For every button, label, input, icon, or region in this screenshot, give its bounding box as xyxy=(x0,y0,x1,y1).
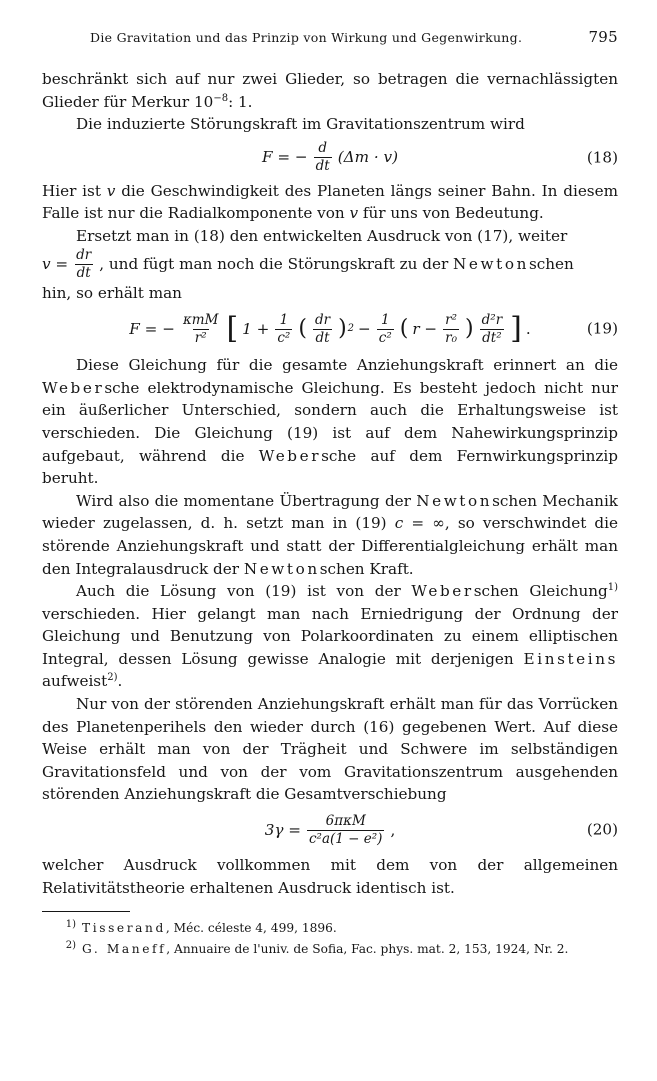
paragraph-10: Nur von der störenden Anziehungskraft erhält man für das Vorrücken des Planetenperihels den wieder durch (16) gegebenen Wert. Auf diese Weise erhält man von der Trägheit und Schwere im selbständigen Gravitationsfeld und von der vom Gravitationszentrum ausgehenden störenden Anziehungskraft die Gesamtverschiebung xyxy=(42,695,618,804)
paragraph-7: Diese Gleichung für die gesamte Anziehungskraft erinnert an die Webersche elektrodynamische Gleichung. Es besteht jedoch nicht nur ein äußerlicher Unterschied, sondern auch die Erhaltungsweise ist verschieden. Die Gleichung (19) ist auf dem Nahewirkungsprinzip aufgebaut, während die Webersche auf dem Fernwirkungsprinzip beruht. xyxy=(42,356,618,488)
footnote-ref-2: 2) xyxy=(107,672,118,684)
paragraph-9: Auch die Lösung von (19) ist von der Weberschen Gleichung$^{1)}$ verschieden. Hier gelangt man nach Erniedrigung der Ordnung der Gleichung und Benutzung von Polarkoordinaten zu einem elliptischen Integral, dessen Lösung gewisse Analogie mit derjenigen Einsteins aufweist$^{2)}$. xyxy=(42,582,618,691)
equation-number-19: (19) xyxy=(586,319,618,338)
footnote-author: Tisserand xyxy=(82,921,166,936)
var-v: v xyxy=(349,204,359,223)
left-paren: ( xyxy=(399,316,409,342)
left-bracket: [ xyxy=(226,311,239,347)
running-title: Die Gravitation und das Prinzip von Wirkung und Gegenwirkung. xyxy=(90,30,523,45)
eq18-rhs: (Δm · v) xyxy=(337,148,399,167)
text-span: die Geschwindigkeit des Planeten längs seiner Bahn. In diesem Falle ist nur die Radialkomponente von xyxy=(42,181,618,223)
name-newton: Newton xyxy=(453,255,529,274)
equation-18-body xyxy=(262,141,398,174)
name-weber: Weber xyxy=(42,378,105,397)
eq20-fraction: $\frac{\text{6πκM}}{\text{c²a(1 − e²)}}$ xyxy=(309,812,383,847)
v-def-den: dt xyxy=(76,265,91,282)
paragraph-1 xyxy=(42,68,618,113)
eq19-deriv-2: $\frac{\text{d²r}}{\text{dt²}}$ xyxy=(481,311,503,346)
equation-19 xyxy=(42,304,618,354)
equation-number-18: (18) xyxy=(586,148,618,167)
right-paren: ) xyxy=(465,316,474,342)
paragraph-4: Ersetzt man in (18) den entwickelten Ausdruck von (17), weiter xyxy=(76,226,568,245)
equation-20-body: 3γ = $\frac{\text{6πκM}}{\text{c²a(1 − e²)}}$ , xyxy=(264,812,396,847)
footnote-ref-1: 1) xyxy=(607,582,618,594)
v-definition xyxy=(42,248,95,281)
paragraph-8: Wird also die momentane Übertragung der Newtonschen Mechanik wieder zugelassen, d. h. setzt man in (19) c = ∞, so verschwindet die störende Anziehungskraft und statt der Differentialgleichung erhält man den Integralausdruck der Newtonschen Kraft. xyxy=(42,491,618,578)
eq19-frac-1: $\frac{1}{\text{c²}}$ xyxy=(277,311,291,346)
paragraph-2: Die induzierte Störungskraft im Gravitationszentrum wird xyxy=(76,115,525,134)
v-def-num: dr xyxy=(76,247,92,264)
v-def-lhs: v = xyxy=(42,255,69,274)
equation-20 xyxy=(42,806,618,854)
var-v: v xyxy=(106,181,116,200)
name-newton: Newton xyxy=(243,559,320,578)
eq19-minus: − xyxy=(358,319,371,338)
eq18-frac-den: dt xyxy=(315,158,330,175)
document-page xyxy=(42,28,618,960)
page-number: 795 xyxy=(588,28,618,46)
equation-19-body: F = − $\frac{\text{κmM}}{\text{r²}}$ [ 1 + $\frac{1}{\text{c²}}$ ( $\frac{dr}{dt}$ ) 2 − $\frac{1}{\text{c²}}$ ( r − $\frac{\text{r²}}{\text{r₀}}$ ) $\frac{\text{d²r}}{\text{dt²}}$ ] . xyxy=(129,311,531,347)
footnote-author: G. Manеff xyxy=(82,942,167,957)
eq19-prefactor: $\frac{\text{κmM}}{\text{r²}}$ xyxy=(182,311,219,346)
eq18-frac-num: d xyxy=(318,140,327,157)
name-weber: Weber xyxy=(258,446,322,465)
text-span: , und fügt man noch die Störungskraft zu der Newtonschen xyxy=(99,255,574,274)
text-span: : 1. xyxy=(228,92,253,111)
footnote-2: $^{2)}$ G. Manеff, Annuaire de l'univ. de Sofia, Fac. phys. mat. 2, 153, 1924, Nr. 2. xyxy=(65,940,569,957)
right-paren: ) xyxy=(338,316,347,342)
eq19-deriv-1: $\frac{dr}{dt}$ xyxy=(314,311,331,346)
body-text xyxy=(42,68,618,960)
right-bracket: ] xyxy=(510,311,522,347)
eq19-lhs: F = − xyxy=(129,319,175,338)
v-def-fraction xyxy=(74,248,93,281)
paragraph-6: hin, so erhält man xyxy=(42,283,182,302)
eq18-fraction xyxy=(314,141,332,174)
eq19-one: 1 + xyxy=(242,319,270,338)
footnote-1: $^{1)}$ Tisserand, Méc. céleste 4, 499, 1896. xyxy=(65,919,337,936)
paragraph-5 xyxy=(42,248,618,282)
c-infinity: c = ∞ xyxy=(394,514,445,533)
text-span: für uns von Bedeutung. xyxy=(358,204,544,223)
paragraph-3 xyxy=(42,180,618,225)
eq19-frac-3: $\frac{\text{r²}}{\text{r₀}}$ xyxy=(445,311,458,346)
footnote-rule xyxy=(42,911,130,912)
eq19-r-minus: r − xyxy=(412,319,438,338)
eq20-lhs: 3γ = xyxy=(264,820,301,839)
equation-number-20: (20) xyxy=(586,820,618,839)
eq18-lhs: F = − xyxy=(261,148,308,167)
name-einstein: Einsteins xyxy=(523,649,618,668)
running-header xyxy=(90,28,618,46)
equation-18 xyxy=(42,136,618,180)
exponent: −8 xyxy=(213,92,229,104)
paragraph-11: welcher Ausdruck vollkommen mit dem von der allgemeinen Relativitätstheorie erhaltenen Ausdruck identisch ist. xyxy=(42,856,618,897)
left-paren: ( xyxy=(298,316,307,342)
name-newton: Newton xyxy=(416,491,493,510)
name-weber: Weber xyxy=(411,582,474,601)
text-span: Hier ist xyxy=(42,181,107,200)
text-span: beschränkt sich auf nur zwei Glieder, so betragen die vernachlässigten Glieder für Merkur 10 xyxy=(42,70,618,111)
eq19-frac-2: $\frac{1}{\text{c²}}$ xyxy=(378,311,392,346)
